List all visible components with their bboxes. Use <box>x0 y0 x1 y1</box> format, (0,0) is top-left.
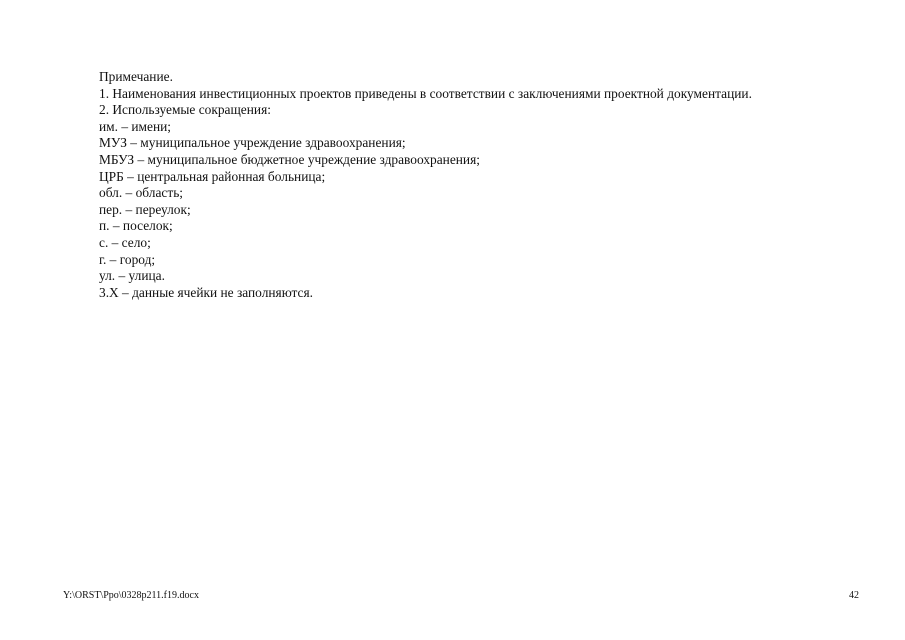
abbreviation-ul: ул. – улица. <box>99 268 165 284</box>
note-item-project-names: 1. Наименования инвестиционных проектов приведены в соответствии с заключениями проектной документации. <box>99 85 752 101</box>
abbreviation-im: им. – имени; <box>99 118 172 134</box>
abbreviation-mbuz: МБУЗ – муниципальное бюджетное учреждение здравоохранения; <box>99 151 480 167</box>
page-number: 42 <box>849 590 859 601</box>
abbreviation-crb: ЦРБ – центральная районная больница; <box>99 168 326 184</box>
note-block <box>99 69 879 301</box>
abbreviation-per: пер. – переулок; <box>99 201 191 217</box>
abbreviation-obl: обл. – область; <box>99 185 184 201</box>
abbreviation-s: с. – село; <box>99 234 151 250</box>
footer-file-path: Y:\ORST\Ppo\0328p211.f19.docx <box>63 590 199 601</box>
abbreviation-p: п. – поселок; <box>99 218 173 234</box>
note-item-x-cells: 3.Х – данные ячейки не заполняются. <box>99 284 314 300</box>
note-heading: Примечание. <box>99 69 173 84</box>
abbreviation-muz: МУЗ – муниципальное учреждение здравоохранения; <box>99 135 406 151</box>
abbreviation-g: г. – город; <box>99 251 156 267</box>
note-item-abbreviations-heading: 2. Используемые сокращения: <box>99 102 271 118</box>
